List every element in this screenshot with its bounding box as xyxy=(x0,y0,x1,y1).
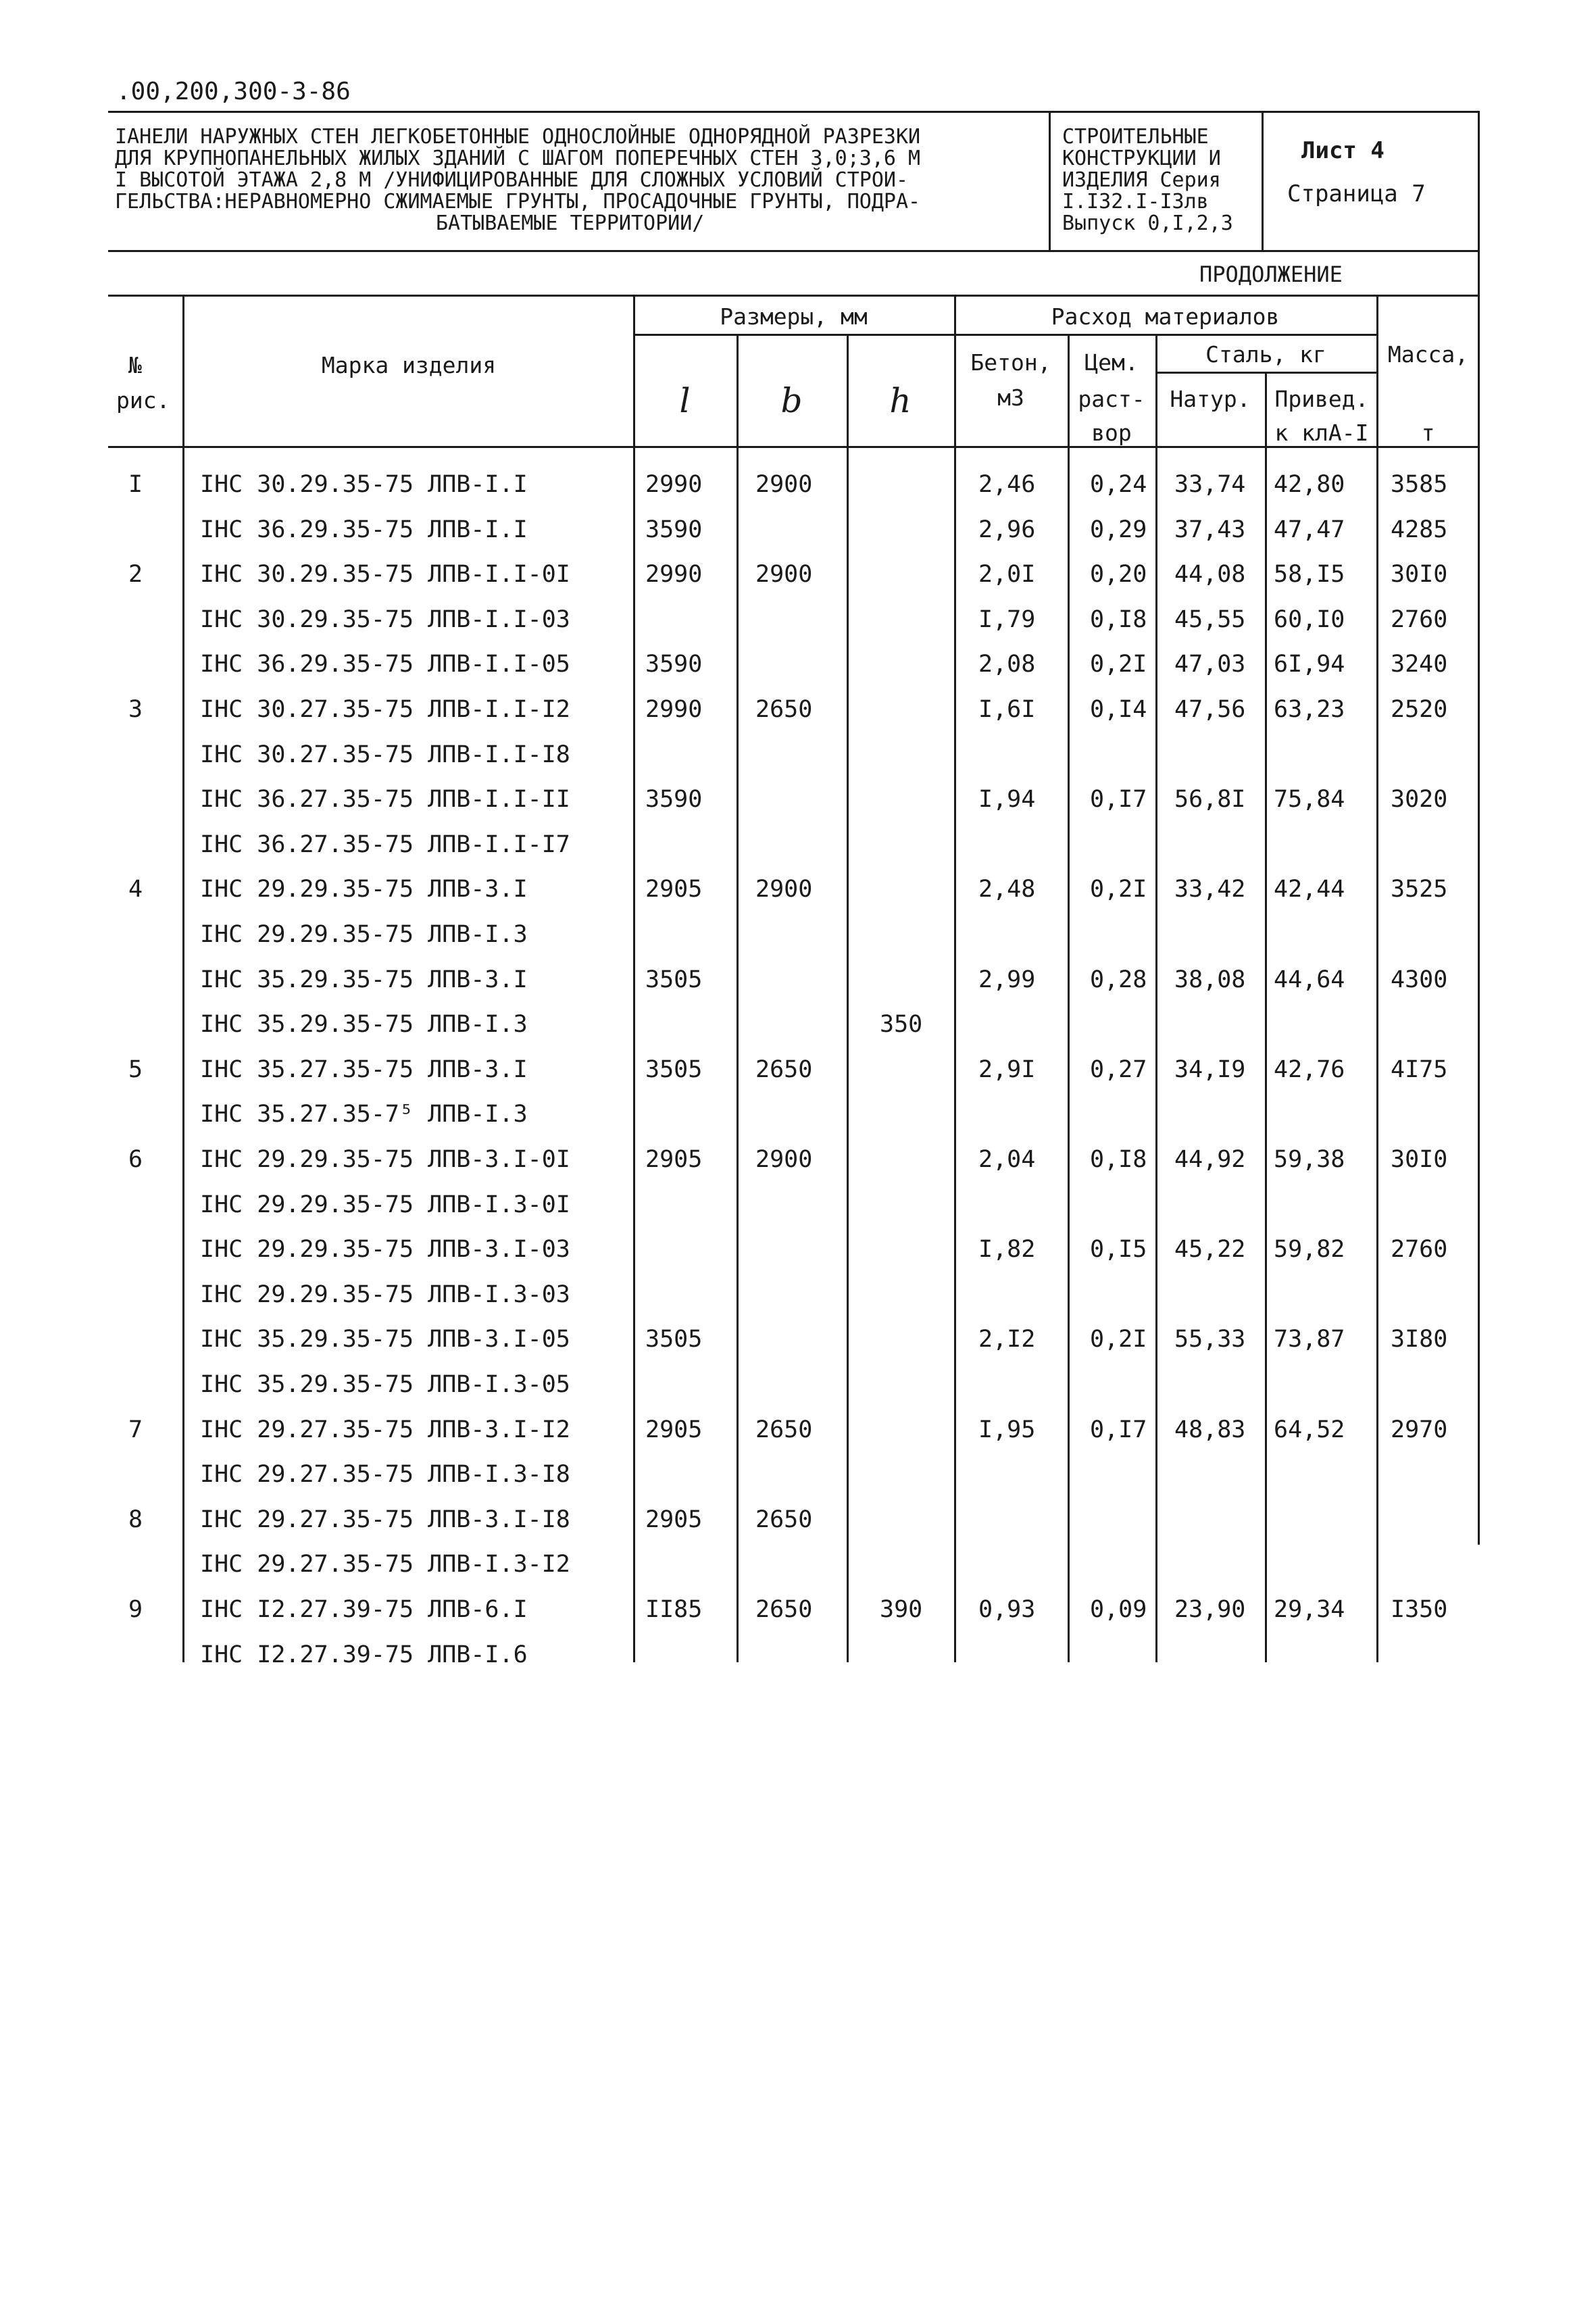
header-steel: Сталь, кг xyxy=(1205,341,1326,368)
row-mark: ІНС 36.29.35-75 ЛПВ-І.І-05 xyxy=(200,651,570,678)
row-mark: ІНС 30.29.35-75 ЛПВ-І.І xyxy=(200,471,528,498)
row-mark: ІНС 36.29.35-75 ЛПВ-І.І xyxy=(200,516,528,543)
series-line-4: І.І32.І-ІЗлв xyxy=(1062,190,1209,214)
title-block-right-edge xyxy=(1478,111,1480,299)
row-b: 2650 xyxy=(755,696,813,723)
row-b: 2650 xyxy=(755,1416,813,1443)
row-number: 3 xyxy=(128,696,143,723)
row-mark: ІНС 35.29.35-75 ЛПВ-3.І xyxy=(200,966,528,993)
table-top-line xyxy=(108,295,1480,297)
row-beton: 2,04 xyxy=(978,1146,1036,1173)
row-natur: 33,42 xyxy=(1174,876,1246,903)
title-line-2: ДЛЯ КРУПНОПАНЕЛЬНЫХ ЖИЛЫХ ЗДАНИЙ С ШАГОМ ПОПЕРЕЧНЫХ СТЕН 3,0;3,6 М xyxy=(115,147,921,170)
row-beton: 2,08 xyxy=(978,651,1036,678)
row-number: І xyxy=(128,471,143,498)
row-prived: 29,34 xyxy=(1274,1596,1345,1623)
header-sub-line-sizes xyxy=(633,334,1376,336)
row-mark: ІНС 35.29.35-75 ЛПВ-І.3 xyxy=(200,1011,528,1038)
row-beton: 2,9І xyxy=(978,1056,1036,1083)
row-mark: ІНС 29.29.35-75 ЛПВ-І.3 xyxy=(200,921,528,948)
document-code: .00,200,300-3-86 xyxy=(116,78,351,105)
col-line-cem xyxy=(1155,334,1157,1662)
row-l: 3505 xyxy=(645,1056,703,1083)
row-mass: І350 xyxy=(1391,1596,1448,1623)
row-mass: 4І75 xyxy=(1391,1056,1448,1083)
row-b: 2900 xyxy=(755,561,813,588)
row-prived: 47,47 xyxy=(1274,516,1345,543)
row-prived: 60,І0 xyxy=(1274,606,1345,633)
row-cem: 0,І8 xyxy=(1090,606,1147,633)
row-b: 2650 xyxy=(755,1056,813,1083)
row-prived: 64,52 xyxy=(1274,1416,1345,1443)
row-b: 2900 xyxy=(755,876,813,903)
title-block-top-line xyxy=(108,111,1480,113)
row-cem: 0,24 xyxy=(1090,471,1147,498)
row-mass: 4285 xyxy=(1391,516,1448,543)
col-line-natur xyxy=(1265,372,1267,1662)
row-number: 2 xyxy=(128,561,143,588)
title-block-divider-2 xyxy=(1262,111,1264,251)
row-mass: 30І0 xyxy=(1391,1146,1448,1173)
col-line-steel xyxy=(1376,295,1378,1662)
title-line-1: ІАНЕЛИ НАРУЖНЫХ СТЕН ЛЕГКОБЕТОННЫЕ ОДНОСЛОЙНЫЕ ОДНОРЯДНОЙ РАЗРЕЗКИ xyxy=(115,125,921,149)
header-prived-2: к клА-І xyxy=(1274,420,1369,446)
col-line-mark xyxy=(633,295,635,1662)
header-prived: Привед. xyxy=(1274,386,1369,412)
col-line-beton xyxy=(1068,334,1070,1662)
row-mass: 3І80 xyxy=(1391,1326,1448,1353)
row-b: 2900 xyxy=(755,471,813,498)
row-natur: 33,74 xyxy=(1174,471,1246,498)
row-l: 2905 xyxy=(645,876,703,903)
title-line-4: ГЕЛЬСТВА:НЕРАВНОМЕРНО СЖИМАЕМЫЕ ГРУНТЫ, ПРОСАДОЧНЫЕ ГРУНТЫ, ПОДРА- xyxy=(115,190,921,214)
row-prived: 6І,94 xyxy=(1274,651,1345,678)
col-line-sizes xyxy=(954,295,956,1662)
row-natur: 47,03 xyxy=(1174,651,1246,678)
row-mark: ІНС 29.27.35-75 ЛПВ-3.І-І8 xyxy=(200,1506,570,1533)
row-l: 2990 xyxy=(645,561,703,588)
header-sizes: Размеры, мм xyxy=(720,303,868,330)
row-cem: 0,28 xyxy=(1090,966,1147,993)
row-mark: ІНС 29.27.35-75 ЛПВ-І.3-І2 xyxy=(200,1551,570,1578)
row-beton: 2,0І xyxy=(978,561,1036,588)
row-mark: ІНС 35.27.35-75 ЛПВ-3.І xyxy=(200,1056,528,1083)
row-prived: 58,І5 xyxy=(1274,561,1345,588)
row-natur: 37,43 xyxy=(1174,516,1246,543)
row-natur: 45,22 xyxy=(1174,1236,1246,1263)
row-cem: 0,І4 xyxy=(1090,696,1147,723)
row-mark: ІНС 30.29.35-75 ЛПВ-І.І-03 xyxy=(200,606,570,633)
header-natur: Натур. xyxy=(1170,386,1251,412)
row-beton: І,79 xyxy=(978,606,1036,633)
row-b: 2650 xyxy=(755,1596,813,1623)
series-line-2: КОНСТРУКЦИИ И xyxy=(1062,147,1221,170)
row-natur: 44,08 xyxy=(1174,561,1246,588)
row-number: 6 xyxy=(128,1146,143,1173)
row-beton: 2,99 xyxy=(978,966,1036,993)
series-line-3: ИЗДЕЛИЯ Серия xyxy=(1062,168,1221,192)
header-h: h xyxy=(889,381,912,420)
row-cem: 0,27 xyxy=(1090,1056,1147,1083)
row-l: 3590 xyxy=(645,516,703,543)
row-number: 8 xyxy=(128,1506,143,1533)
row-cem: 0,29 xyxy=(1090,516,1147,543)
row-l: 2905 xyxy=(645,1146,703,1173)
row-mass: 2520 xyxy=(1391,696,1448,723)
row-beton: І,95 xyxy=(978,1416,1036,1443)
row-mass: 3020 xyxy=(1391,786,1448,813)
header-bottom-line xyxy=(108,446,1480,448)
sheet-label: Лист 4 xyxy=(1301,137,1385,164)
row-cem: 0,20 xyxy=(1090,561,1147,588)
row-natur: 45,55 xyxy=(1174,606,1246,633)
row-l: 2990 xyxy=(645,696,703,723)
row-mark: ІНС 30.27.35-75 ЛПВ-І.І-І8 xyxy=(200,741,570,768)
row-beton: І,94 xyxy=(978,786,1036,813)
row-b: 2650 xyxy=(755,1506,813,1533)
row-beton: 2,96 xyxy=(978,516,1036,543)
row-mark: ІНС 35.29.35-75 ЛПВ-І.3-05 xyxy=(200,1371,570,1398)
row-cem: 0,2І xyxy=(1090,876,1147,903)
row-beton: 2,І2 xyxy=(978,1326,1036,1353)
row-cem: 0,І7 xyxy=(1090,1416,1147,1443)
row-mass: 3240 xyxy=(1391,651,1448,678)
series-line-5: Выпуск 0,І,2,3 xyxy=(1062,211,1233,235)
header-l: l xyxy=(679,381,691,420)
sheet-page: Страница 7 xyxy=(1287,180,1426,207)
header-mark: Марка изделия xyxy=(321,352,497,378)
title-block-divider-1 xyxy=(1049,111,1051,251)
row-cem: 0,2І xyxy=(1090,651,1147,678)
row-beton: 0,93 xyxy=(978,1596,1036,1623)
row-number: 5 xyxy=(128,1056,143,1083)
row-mark: ІНС 35.27.35-7⁵ ЛПВ-І.3 xyxy=(200,1101,528,1128)
row-mark: ІНС 35.29.35-75 ЛПВ-3.І-05 xyxy=(200,1326,570,1353)
header-consumption: Расход материалов xyxy=(1051,303,1280,330)
header-beton: Бетон, xyxy=(970,349,1051,376)
row-cem: 0,09 xyxy=(1090,1596,1147,1623)
row-beton: І,6І xyxy=(978,696,1036,723)
row-mass: 2970 xyxy=(1391,1416,1448,1443)
row-prived: 42,76 xyxy=(1274,1056,1345,1083)
row-mass: 2760 xyxy=(1391,606,1448,633)
row-prived: 59,38 xyxy=(1274,1146,1345,1173)
row-l: 3505 xyxy=(645,966,703,993)
row-mark: ІНС 36.27.35-75 ЛПВ-І.І-І7 xyxy=(200,831,570,858)
title-line-3: І ВЫСОТОЙ ЭТАЖА 2,8 М /УНИФИЦИРОВАННЫЕ ДЛЯ СЛОЖНЫХ УСЛОВИЙ СТРОИ- xyxy=(115,168,908,192)
row-natur: 34,І9 xyxy=(1174,1056,1246,1083)
row-natur: 55,33 xyxy=(1174,1326,1246,1353)
row-cem: 0,І5 xyxy=(1090,1236,1147,1263)
header-cem: Цем. xyxy=(1084,349,1139,376)
row-number: 7 xyxy=(128,1416,143,1443)
row-beton: 2,48 xyxy=(978,876,1036,903)
row-mark: ІНС 29.27.35-75 ЛПВ-3.І-І2 xyxy=(200,1416,570,1443)
row-mass: 30І0 xyxy=(1391,561,1448,588)
row-prived: 44,64 xyxy=(1274,966,1345,993)
col-line-l xyxy=(737,334,739,1662)
header-mass-unit: т xyxy=(1421,420,1435,446)
row-prived: 75,84 xyxy=(1274,786,1345,813)
title-line-5: БАТЫВАЕМЫЕ ТЕРРИТОРИИ/ xyxy=(436,211,705,235)
row-prived: 42,80 xyxy=(1274,471,1345,498)
col-line-b xyxy=(847,334,849,1662)
row-beton: І,82 xyxy=(978,1236,1036,1263)
row-cem: 0,2І xyxy=(1090,1326,1147,1353)
row-l: 3505 xyxy=(645,1326,703,1353)
title-block-bottom-line xyxy=(108,250,1480,252)
row-l: 2905 xyxy=(645,1416,703,1443)
row-natur: 47,56 xyxy=(1174,696,1246,723)
row-l: 2905 xyxy=(645,1506,703,1533)
row-mass: 3585 xyxy=(1391,471,1448,498)
row-prived: 73,87 xyxy=(1274,1326,1345,1353)
row-mark: ІНС 30.27.35-75 ЛПВ-І.І-І2 xyxy=(200,696,570,723)
header-beton-unit: м3 xyxy=(997,384,1024,411)
header-cem-2: раст- xyxy=(1078,386,1145,412)
row-cem: 0,І8 xyxy=(1090,1146,1147,1173)
row-beton: 2,46 xyxy=(978,471,1036,498)
continuation-label: ПРОДОЛЖЕНИЕ xyxy=(1199,262,1343,287)
row-mark: ІНС 29.29.35-75 ЛПВ-3.І-03 xyxy=(200,1236,570,1263)
row-mark: ІНС 29.29.35-75 ЛПВ-3.І xyxy=(200,876,528,903)
row-mark: ІНС 29.29.35-75 ЛПВ-3.І-0І xyxy=(200,1146,570,1173)
row-cem: 0,І7 xyxy=(1090,786,1147,813)
row-h: 350 xyxy=(880,1011,923,1038)
header-num-ris: рис. xyxy=(116,387,170,414)
row-natur: 56,8І xyxy=(1174,786,1246,813)
row-natur: 38,08 xyxy=(1174,966,1246,993)
row-mark: ІНС І2.27.39-75 ЛПВ-І.6 xyxy=(200,1641,528,1668)
header-mass: Масса, xyxy=(1387,341,1469,368)
row-number: 9 xyxy=(128,1596,143,1623)
row-natur: 48,83 xyxy=(1174,1416,1246,1443)
header-cem-3: вор xyxy=(1091,420,1132,446)
row-l: 3590 xyxy=(645,786,703,813)
table-right-edge xyxy=(1478,295,1480,1545)
row-number: 4 xyxy=(128,876,143,903)
row-l: 3590 xyxy=(645,651,703,678)
row-l: 2990 xyxy=(645,471,703,498)
row-mark: ІНС 30.29.35-75 ЛПВ-І.І-0І xyxy=(200,561,570,588)
row-natur: 44,92 xyxy=(1174,1146,1246,1173)
row-mass: 3525 xyxy=(1391,876,1448,903)
row-mark: ІНС 29.29.35-75 ЛПВ-І.3-03 xyxy=(200,1281,570,1308)
row-h: 390 xyxy=(880,1596,923,1623)
row-mass: 4300 xyxy=(1391,966,1448,993)
row-mass: 2760 xyxy=(1391,1236,1448,1263)
row-mark: ІНС 29.27.35-75 ЛПВ-І.3-І8 xyxy=(200,1461,570,1488)
row-prived: 63,23 xyxy=(1274,696,1345,723)
row-mark: ІНС І2.27.39-75 ЛПВ-6.І xyxy=(200,1596,528,1623)
col-line-num xyxy=(182,295,184,1662)
row-mark: ІНС 29.29.35-75 ЛПВ-І.3-0І xyxy=(200,1191,570,1218)
header-b: b xyxy=(780,381,803,420)
row-mark: ІНС 36.27.35-75 ЛПВ-І.І-ІІ xyxy=(200,786,570,813)
row-prived: 59,82 xyxy=(1274,1236,1345,1263)
row-prived: 42,44 xyxy=(1274,876,1345,903)
series-line-1: СТРОИТЕЛЬНЫЕ xyxy=(1062,125,1209,149)
row-b: 2900 xyxy=(755,1146,813,1173)
row-natur: 23,90 xyxy=(1174,1596,1246,1623)
row-l: ІІ85 xyxy=(645,1596,703,1623)
header-num: № xyxy=(128,352,142,378)
